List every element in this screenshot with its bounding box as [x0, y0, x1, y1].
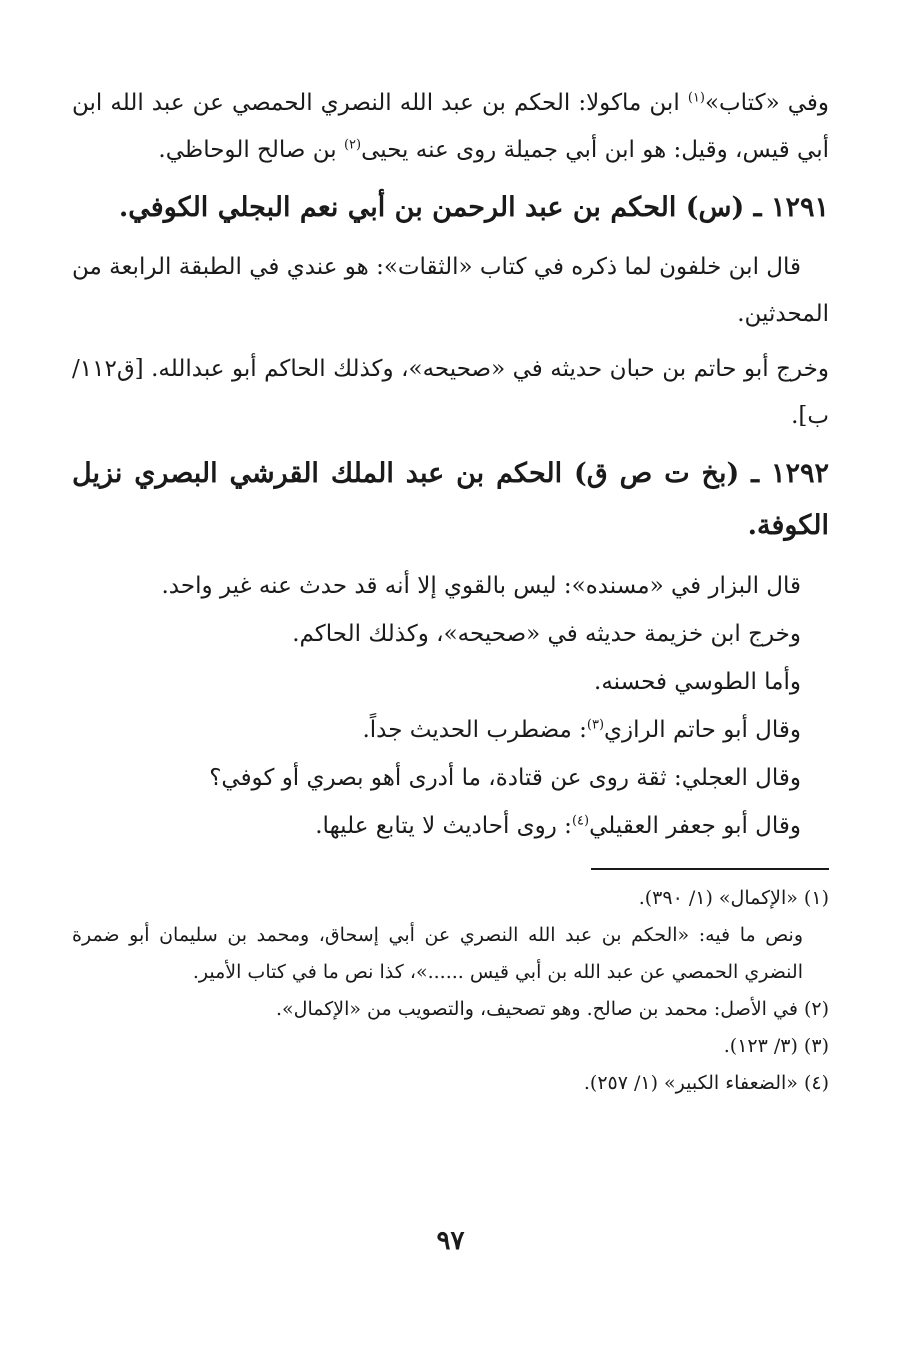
footnote-ref-4[interactable]: (٤) — [571, 813, 590, 829]
line-6-text-a: وقال أبو جعفر العقيلي — [589, 813, 801, 839]
entry-1292-line-1: قال البزار في «مسنده»: ليس بالقوي إلا أنه قد حدث عنه غير واحد. — [161, 573, 801, 599]
line-6-text-b: : روى أحاديث لا يتابع عليها. — [315, 813, 572, 839]
entry-1291-paragraph-2: وخرج أبو حاتم بن حبان حديثه في «صحيحه»، وكذلك الحاكم أبو عبدالله. [ق١١٢/ب]. — [72, 356, 829, 429]
entry-1291-paragraph-1: قال ابن خلفون لما ذكره في كتاب «الثقات»: هو عندي في الطبقة الرابعة من المحدثين. — [71, 254, 829, 327]
line-4-text-a: وقال أبو حاتم الرازي — [604, 717, 801, 743]
entry-1292-line-4 — [72, 706, 829, 754]
footnotes-section — [72, 880, 829, 1102]
entry-1292-line-6 — [72, 802, 829, 850]
footnote-ref-2[interactable]: (٢) — [343, 137, 362, 153]
entry-1291-heading: ١٢٩١ ـ (س) الحكم بن عبد الرحمن بن أبي نعم البجلي الكوفي. — [118, 192, 829, 223]
intro-text-part2: ابن ماكولا: الحكم بن عبد الله النصري الحمصي عن عبد الله ابن أبي قيس، وقيل: هو ابن أبي جميلة روى عنه يحيى — [72, 90, 829, 163]
footnote-ref-1[interactable]: (١) — [687, 90, 705, 106]
footnote-1: (١) «الإكمال» (١/ ٣٩٠). — [638, 887, 829, 909]
footnote-ref-3[interactable]: (٣) — [586, 717, 605, 733]
line-4-text-b: : مضطرب الحديث جداً. — [362, 717, 587, 743]
intro-text-part3: بن صالح الوحاظي. — [158, 137, 344, 163]
footnote-2: (٢) في الأصل: محمد بن صالح. وهو تصحيف، والتصويب من «الإكمال». — [275, 998, 829, 1020]
footnote-divider — [591, 868, 829, 870]
entry-1292-line-2: وخرج ابن خزيمة حديثه في «صحيحه»، وكذلك الحاكم. — [292, 621, 801, 647]
entry-1292-heading: ١٢٩٢ ـ (بخ ت ص ق) الحكم بن عبد الملك القرشي البصري نزيل الكوفة. — [72, 458, 829, 541]
page-number: ٩٧ — [436, 1226, 465, 1256]
entry-1292-line-3: وأما الطوسي فحسنه. — [594, 669, 801, 695]
intro-text-part1: وفي «كتاب» — [704, 90, 830, 116]
entry-1292-line-5: وقال العجلي: ثقة روى عن قتادة، ما أدرى أهو بصري أو كوفي؟ — [209, 765, 801, 791]
footnote-1-continuation: ونص ما فيه: «الحكم بن عبد الله النصري عن أبي إسحاق، ومحمد بن سليمان أبو ضمرة النضري الحمصي عن عبد الله بن أبي قيس ......»، كذا نص ما في كتاب الأمير. — [72, 924, 803, 983]
footnote-4: (٤) «الضعفاء الكبير» (١/ ٢٥٧). — [583, 1072, 829, 1094]
intro-paragraph — [72, 80, 829, 174]
footnote-3: (٣) (٣/ ١٢٣). — [723, 1035, 829, 1057]
